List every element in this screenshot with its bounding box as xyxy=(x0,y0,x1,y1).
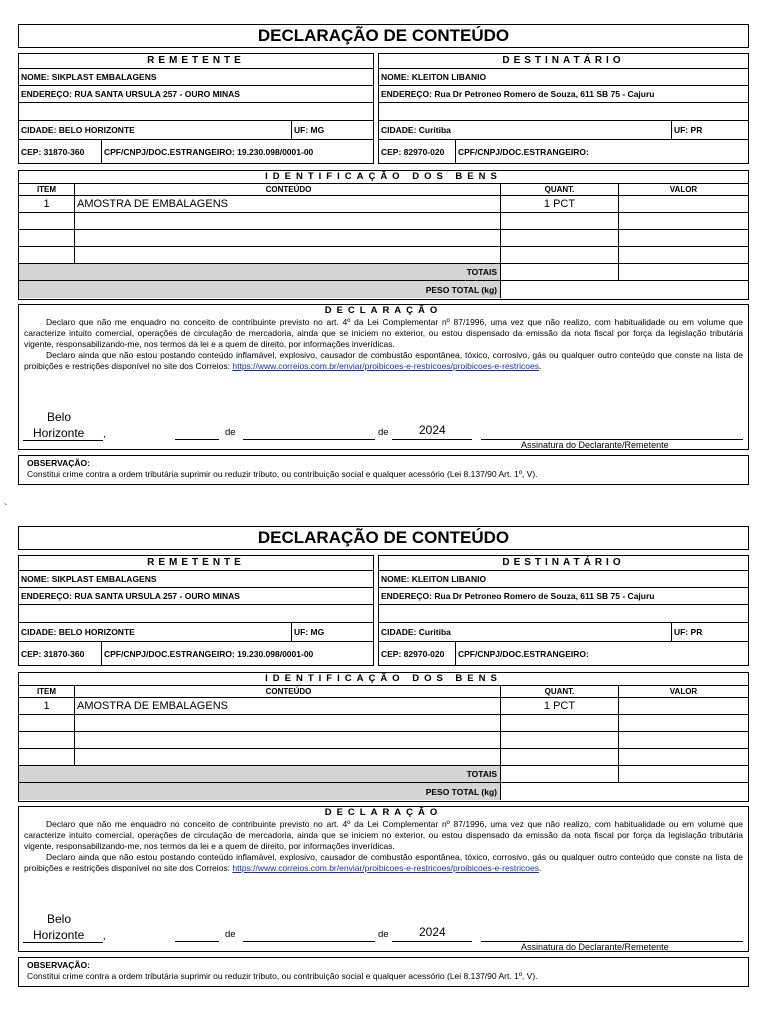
weight-row xyxy=(19,783,748,800)
recipient-address: ENDEREÇO: Rua Dr Petroneo Romero de Souza, 611 SB 75 - Cajuru xyxy=(381,591,655,601)
day-line[interactable] xyxy=(175,439,219,440)
sender-doc: CPF/CNPJ/DOC.ESTRANGEIRO: 19.230.098/0001-00 xyxy=(101,140,373,164)
parties-section xyxy=(18,53,749,164)
city-comma: , xyxy=(103,429,106,440)
declaration-section xyxy=(18,806,749,952)
city-line-1: Belo xyxy=(47,912,72,926)
recipient-cep: CEP: 82970-020 xyxy=(381,147,445,157)
weight-row xyxy=(19,281,748,298)
sender-name: NOME: SIKPLAST EMBALAGENS xyxy=(21,574,157,584)
observation-text: Constitui crime contra a ordem tributária suprimir ou reduzir tributo, ou contribuição social e qualquer acessório (Lei 8.137/90 Art. 1º, V). xyxy=(27,971,538,981)
correios-restrictions-link[interactable]: https://www.correios.com.br/enviar/proibicoes-e-restricoes/proibicoes-e-restricoes xyxy=(232,361,539,371)
row-quantity: 1 PCT xyxy=(500,698,618,714)
sender-city: CIDADE: BELO HORIZONTE xyxy=(21,627,135,637)
column-quantity: QUANT. xyxy=(500,686,618,697)
column-value: VALOR xyxy=(618,184,748,195)
declaration-form-copy-2 xyxy=(18,526,749,987)
declaration-text xyxy=(19,317,748,372)
signature-area xyxy=(19,407,748,450)
city-line-1: Belo xyxy=(47,410,72,424)
city-line-2: Horizonte xyxy=(23,928,103,943)
goods-column-headers xyxy=(19,686,748,698)
sender-cep: CEP: 31870-360 xyxy=(21,649,85,659)
table-row xyxy=(19,213,748,230)
day-line[interactable] xyxy=(175,941,219,942)
recipient-address-extra xyxy=(379,103,748,120)
table-row xyxy=(19,230,748,247)
recipient-address-extra xyxy=(379,605,748,622)
signature-caption: Assinatura do Declarante/Remetente xyxy=(521,942,669,952)
goods-column-headers xyxy=(19,184,748,196)
sender-name: NOME: SIKPLAST EMBALAGENS xyxy=(21,72,157,82)
year-value: 2024 xyxy=(419,423,446,437)
row-value xyxy=(618,698,748,714)
signature-caption: Assinatura do Declarante/Remetente xyxy=(521,440,669,450)
totals-label: TOTAIS xyxy=(19,264,500,280)
recipient-box xyxy=(378,53,749,164)
sender-header: REMETENTE xyxy=(19,556,373,571)
table-row xyxy=(19,247,748,264)
recipient-cep: CEP: 82970-020 xyxy=(381,649,445,659)
row-item: 1 xyxy=(43,198,50,210)
declaration-form-copy-1 xyxy=(18,24,749,485)
form-title: DECLARAÇÃO DE CONTEÚDO xyxy=(18,24,749,48)
sender-address: ENDEREÇO: RUA SANTA URSULA 257 - OURO MINAS xyxy=(21,591,240,601)
observation-label: OBSERVAÇÃO: xyxy=(27,458,90,468)
month-line[interactable] xyxy=(243,439,375,440)
sender-box xyxy=(18,53,374,164)
table-row xyxy=(19,749,748,766)
form-title: DECLARAÇÃO DE CONTEÚDO xyxy=(18,526,749,550)
year-line[interactable] xyxy=(392,941,472,942)
sender-address: ENDEREÇO: RUA SANTA URSULA 257 - OURO MINAS xyxy=(21,89,240,99)
row-quantity: 1 PCT xyxy=(500,196,618,212)
recipient-city: CIDADE: Curitiba xyxy=(381,627,451,637)
observation-section xyxy=(18,957,749,987)
table-row xyxy=(19,732,748,749)
sender-doc: CPF/CNPJ/DOC.ESTRANGEIRO: 19.230.098/0001-00 xyxy=(101,642,373,666)
column-content: CONTEÚDO xyxy=(74,686,500,697)
table-row xyxy=(19,196,748,213)
recipient-address: ENDEREÇO: Rua Dr Petroneo Romero de Souza, 611 SB 75 - Cajuru xyxy=(381,89,655,99)
recipient-doc: CPF/CNPJ/DOC.ESTRANGEIRO: xyxy=(455,140,748,164)
weight-label: PESO TOTAL (kg) xyxy=(19,281,500,298)
signature-area xyxy=(19,909,748,952)
recipient-uf: UF: PR xyxy=(671,121,748,139)
sender-address-extra xyxy=(19,103,373,120)
column-value: VALOR xyxy=(618,686,748,697)
column-item: ITEM xyxy=(36,687,57,696)
recipient-doc: CPF/CNPJ/DOC.ESTRANGEIRO: xyxy=(455,642,748,666)
column-item: ITEM xyxy=(36,185,57,194)
declaration-paragraph-1: Declaro que não me enquadro no conceito de contribuinte previsto no art. 4º da Lei Complementar nº 87/1996, uma vez que não realizo, com habitualidade ou em volume que caracterize intuito comercial, operações de circulação de mercadoria, ainda que se iniciem no exterior, ou estou dispensado da emissão da nota fiscal por força da legislação tributária vigente, responsabilizando-me, nos termos da lei e a quem de direito, por informações inverídicas. xyxy=(24,317,743,349)
declaration-header: DECLARAÇÃO xyxy=(324,807,443,818)
declaration-section xyxy=(18,304,749,450)
declaration-paragraph-2: Declaro ainda que não estou postando conteúdo inflamável, explosivo, causador de combustão espontânea, tóxico, corrosivo, gás ou qualquer outro conteúdo que conste na lista de proibições e restrições disponível no site dos Correios: https://www.correios.com.br/enviar/proibicoes-e-restricoes/proibicoes-e-restricoes. xyxy=(24,350,743,371)
recipient-uf: UF: PR xyxy=(671,623,748,641)
goods-table xyxy=(18,170,749,300)
observation-label: OBSERVAÇÃO: xyxy=(27,960,90,970)
observation-text: Constitui crime contra a ordem tributária suprimir ou reduzir tributo, ou contribuição social e qualquer acessório (Lei 8.137/90 Art. 1º, V). xyxy=(27,469,538,479)
sender-box xyxy=(18,555,374,666)
sender-uf: UF: MG xyxy=(291,623,373,641)
goods-table xyxy=(18,672,749,802)
declaration-paragraph-1: Declaro que não me enquadro no conceito de contribuinte previsto no art. 4º da Lei Complementar nº 87/1996, uma vez que não realizo, com habitualidade ou em volume que caracterize intuito comercial, operações de circulação de mercadoria, ainda que se iniciem no exterior, ou estou dispensado da emissão da nota fiscal por força da legislação tributária vigente, responsabilizando-me, nos termos da lei e a quem de direito, por informações inverídicas. xyxy=(24,819,743,851)
totals-row xyxy=(19,766,748,783)
de-label-2: de xyxy=(378,929,389,940)
year-line[interactable] xyxy=(392,439,472,440)
recipient-header: DESTINATÁRIO xyxy=(379,556,748,571)
correios-restrictions-link[interactable]: https://www.correios.com.br/enviar/proibicoes-e-restricoes/proibicoes-e-restricoes xyxy=(232,863,539,873)
year-value: 2024 xyxy=(419,925,446,939)
parties-section xyxy=(18,555,749,666)
sender-city: CIDADE: BELO HORIZONTE xyxy=(21,125,135,135)
table-row xyxy=(19,698,748,715)
row-value xyxy=(618,196,748,212)
row-content: AMOSTRA DE EMBALAGENS xyxy=(74,196,500,212)
sender-cep: CEP: 31870-360 xyxy=(21,147,85,157)
observation-section xyxy=(18,455,749,485)
declaration-paragraph-2-text: Declaro ainda que não estou postando conteúdo inflamável, explosivo, causador de combustão espontânea, tóxico, corrosivo, gás ou qualquer outro conteúdo que conste na lista de proibições e restrições disponível no site dos Correios: xyxy=(24,852,743,873)
column-quantity: QUANT. xyxy=(500,184,618,195)
declaration-paragraph-2-text: Declaro ainda que não estou postando conteúdo inflamável, explosivo, causador de combustão espontânea, tóxico, corrosivo, gás ou qualquer outro conteúdo que conste na lista de proibições e restrições disponível no site dos Correios: xyxy=(24,350,743,371)
totals-label: TOTAIS xyxy=(19,766,500,782)
recipient-header: DESTINATÁRIO xyxy=(379,54,748,69)
row-content: AMOSTRA DE EMBALAGENS xyxy=(74,698,500,714)
column-content: CONTEÚDO xyxy=(74,184,500,195)
sender-header: REMETENTE xyxy=(19,54,373,69)
declaration-header: DECLARAÇÃO xyxy=(324,305,443,316)
declaration-text xyxy=(19,819,748,874)
recipient-name: NOME: KLEITON LIBANIO xyxy=(381,72,487,82)
recipient-name: NOME: KLEITON LIBANIO xyxy=(381,574,487,584)
recipient-box xyxy=(378,555,749,666)
month-line[interactable] xyxy=(243,941,375,942)
de-label-1: de xyxy=(225,929,236,940)
recipient-city: CIDADE: Curitiba xyxy=(381,125,451,135)
totals-row xyxy=(19,264,748,281)
de-label-1: de xyxy=(225,427,236,438)
weight-label: PESO TOTAL (kg) xyxy=(19,783,500,800)
separator-mark: ` xyxy=(4,503,8,514)
row-item: 1 xyxy=(43,700,50,712)
goods-header: IDENTIFICAÇÃO DOS BENS xyxy=(19,673,748,686)
table-row xyxy=(19,715,748,732)
city-line-2: Horizonte xyxy=(23,426,103,441)
declaration-paragraph-2: Declaro ainda que não estou postando conteúdo inflamável, explosivo, causador de combustão espontânea, tóxico, corrosivo, gás ou qualquer outro conteúdo que conste na lista de proibições e restrições disponível no site dos Correios: https://www.correios.com.br/enviar/proibicoes-e-restricoes/proibicoes-e-restricoes. xyxy=(24,852,743,873)
sender-address-extra xyxy=(19,605,373,622)
goods-header: IDENTIFICAÇÃO DOS BENS xyxy=(19,171,748,184)
sender-uf: UF: MG xyxy=(291,121,373,139)
de-label-2: de xyxy=(378,427,389,438)
city-comma: , xyxy=(103,931,106,942)
